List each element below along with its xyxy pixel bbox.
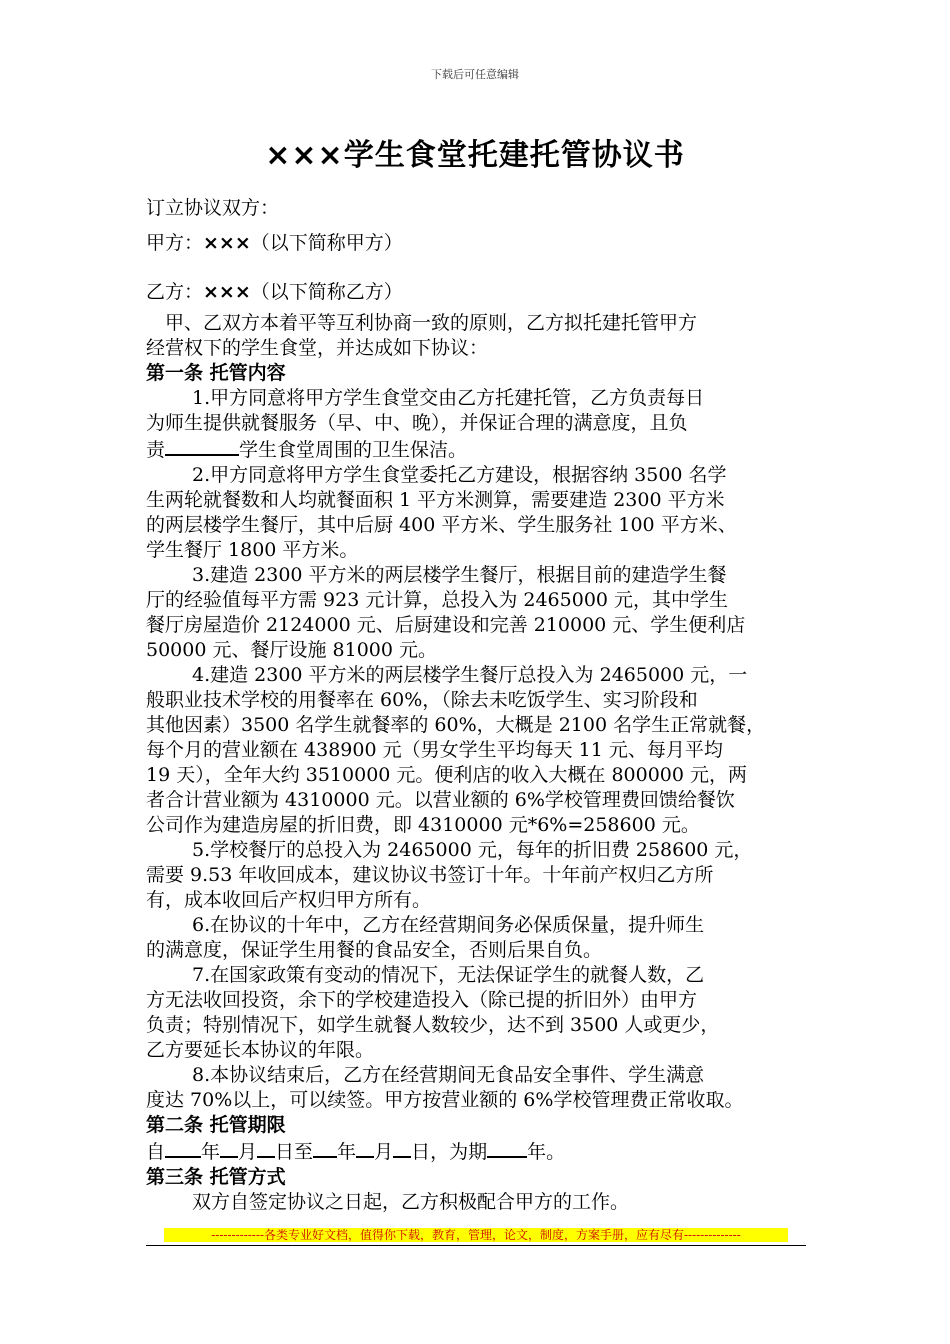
footer-divider [146,1245,806,1246]
fill-in-blank-day [393,1138,411,1158]
text-line: 6.在协议的十年中，乙方在经营期间务必保质保量，提升师生 [192,914,705,936]
text-line: 般职业技术学校的用餐率在 60%，（除去未吃饭学生、实习阶段和 [146,689,698,711]
text-line: 2.甲方同意将甲方学生食堂委托乙方建设，根据容纳 3500 名学 [192,464,727,486]
article-1-item-5 [146,838,826,913]
article-1-item-6 [146,913,826,963]
text-line: 其他因素）3500 名学生就餐率的 60%，大概是 2100 名学生正常就餐， [146,714,766,736]
text-line: 生两轮就餐数和人均就餐面积 1 平方米测算，需要建造 2300 平方米 [146,489,725,511]
text-fragment: 年 [201,1141,221,1163]
article-2-title: 第二条 托管期限 [146,1114,286,1136]
text-line: 19 天），全年大约 3510000 元。便利店的收入大概在 800000 元，两 [146,764,748,786]
party-a-name: ××× [203,232,251,254]
text-fragment: 年。 [527,1141,566,1163]
party-b-suffix: （以下简称乙方） [250,281,403,303]
text-fragment: 月 [238,1141,258,1163]
text-line: 有，成本收回后产权归甲方所有。 [146,889,432,911]
text-line: 双方自签定协议之日起，乙方积极配合甲方的工作。 [192,1191,630,1213]
text-line: 负责；特别情况下，如学生就餐人数较少，达不到 3500 人或更少， [146,1014,720,1036]
article-1-item-7 [146,963,826,1063]
article-1-item-4 [146,663,826,838]
text-line: 学生餐厅 1800 平方米。 [146,539,359,561]
page-header-note: 下载后可任意编辑 [431,68,519,81]
fill-in-blank-year [313,1138,337,1158]
fill-in-blank-day [257,1138,275,1158]
text-line: 乙方要延长本协议的年限。 [146,1039,375,1061]
text-line: 4.建造 2300 平方米的两层楼学生餐厅总投入为 2465000 元，一 [192,664,748,686]
text-line: 者合计营业额为 4310000 元。以营业额的 6%学校管理费回馈给餐饮 [146,789,735,811]
text-fragment: 月 [374,1141,394,1163]
text-line: 5.学校餐厅的总投入为 2465000 元，每年的折旧费 258600 元， [192,839,753,861]
text-line: 8.本协议结束后，乙方在经营期间无食品安全事件、学生满意 [192,1064,705,1086]
text-fragment: 日，为期 [411,1141,488,1163]
text-line: 每个月的营业额在 438900 元（男女学生平均每天 11 元、每月平均 [146,739,723,761]
text-line: 1.甲方同意将甲方学生食堂交由乙方托建托管，乙方负责每日 [192,387,705,409]
fill-in-blank [165,436,239,456]
text-line: 的两层楼学生餐厅，其中后厨 400 平方米、学生服务社 100 平方米、 [146,514,737,536]
text-line: 度达 70%以上，可以续签。甲方按营业额的 6%学校管理费正常收取。 [146,1089,744,1111]
text-line: 公司作为建造房屋的折旧费，即 4310000 元*6%=258600 元。 [146,814,700,836]
text-fragment: 自 [146,1141,166,1163]
preamble-paragraph [146,311,826,361]
party-a-prefix: 甲方： [146,232,204,254]
text-line [146,436,826,463]
fill-in-blank-month [356,1138,374,1158]
text-line: 需要 9.53 年收回成本，建议协议书签订十年。十年前产权归乙方所 [146,864,714,886]
footer-banner: -------------各类专业好文档，值得你下载，教育，管理，论文，制度，方案手册，应有尽有-------------- [164,1228,788,1242]
text-line: 7.在国家政策有变动的情况下，无法保证学生的就餐人数，乙 [192,964,705,986]
text-fragment: 学生食堂周围的卫生保洁。 [239,439,468,461]
article-3-title: 第三条 托管方式 [146,1166,286,1188]
article-1-item-2 [146,463,826,563]
document-body [146,196,826,1215]
text-line: 餐厅房屋造价 2124000 元、后厨建设和完善 210000 元、学生便利店 [146,614,746,636]
party-a-line [146,231,826,256]
term-date-line [146,1138,826,1165]
article-1-item-3 [146,563,826,663]
party-b-prefix: 乙方： [146,281,204,303]
fill-in-blank-month [220,1138,238,1158]
intro-label: 订立协议双方： [146,197,280,219]
article-1-item-8 [146,1063,826,1113]
fill-in-blank-duration [487,1138,527,1158]
text-line: 厅的经验值每平方需 923 元计算，总投入为 2465000 元，其中学生 [146,589,729,611]
text-line: 50000 元、餐厅设施 81000 元。 [146,639,438,661]
party-b-name: ××× [203,281,251,303]
preamble-line: 经营权下的学生食堂，并达成如下协议： [146,337,489,359]
text-fragment: 年 [337,1141,357,1163]
article-1-title: 第一条 托管内容 [146,362,286,384]
document-title: ×××学生食堂托建托管协议书 [265,138,685,173]
text-fragment: 日至 [275,1141,314,1163]
text-line: 方无法收回投资，余下的学校建造投入（除已提的折旧外）由甲方 [146,989,698,1011]
text-line: 的满意度，保证学生用餐的食品安全，否则后果自负。 [146,939,603,961]
text-fragment: 责 [146,439,166,461]
fill-in-blank-year [165,1138,201,1158]
article-1-item-1 [146,386,826,463]
preamble-line: 甲、乙双方本着平等互利协商一致的原则，乙方拟托建托管甲方 [165,312,698,334]
text-line: 为师生提供就餐服务（早、中、晚），并保证合理的满意度，且负 [146,412,688,434]
party-b-line [146,280,826,305]
text-line: 3.建造 2300 平方米的两层楼学生餐厅，根据目前的建造学生餐 [192,564,727,586]
party-a-suffix: （以下简称甲方） [250,232,403,254]
